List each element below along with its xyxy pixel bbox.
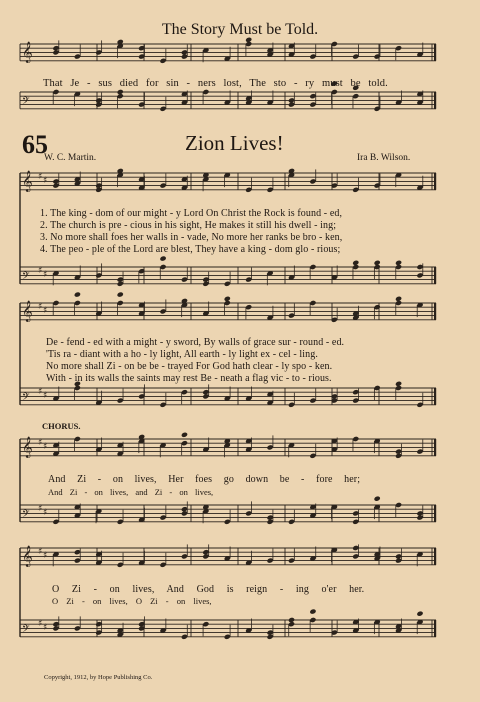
note-head <box>395 296 402 302</box>
verse-line: With - in its walls the saints may rest Be - neath a flag vic - to - rious. <box>46 373 332 384</box>
sharp-icon: ♯ <box>43 551 48 561</box>
note-head <box>181 432 188 438</box>
final-barline <box>434 44 436 61</box>
composer-credit: Ira B. Wilson. <box>357 153 411 163</box>
previous-hymn-title: The Story Must be Told. <box>161 21 319 38</box>
clef-icon: 𝄢 <box>22 95 30 109</box>
sharp-icon: ♯ <box>43 442 48 452</box>
verse-line: 1. The king - dom of our might - y Lord On Christ the Rock is found - ed, <box>40 208 343 219</box>
clef-icon: 𝄢 <box>22 508 30 522</box>
verse-line: 'Tis ra - diant with a ho - ly light, All earth - ly light ex - cel - ling. <box>46 349 318 360</box>
chorus-lyric-lower: O Zi - on lives, O Zi - on lives, <box>52 596 212 606</box>
clef-icon: 𝄢 <box>22 391 30 405</box>
final-barline <box>434 173 436 190</box>
note-head <box>374 496 381 502</box>
note-head <box>309 609 316 615</box>
note-head <box>395 381 402 387</box>
clef-icon: 𝄞 <box>22 546 33 567</box>
sharp-icon: ♯ <box>38 547 43 557</box>
note-head <box>224 296 231 302</box>
sharp-icon: ♯ <box>43 623 48 633</box>
lyricist-credit: W. C. Martin. <box>44 153 97 163</box>
sharp-icon: ♯ <box>43 508 48 518</box>
sharp-icon: ♯ <box>38 266 43 276</box>
final-barline <box>434 439 436 456</box>
sharp-icon: ♯ <box>43 176 48 186</box>
chorus-label: CHORUS. <box>42 421 81 431</box>
final-barline <box>434 548 436 565</box>
verse-line: 4. The peo - ple of the Lord are blest, They have a king - dom glo - rious; <box>40 244 341 255</box>
note-head <box>416 611 423 617</box>
verse-line: De - fend - ed with a might - y sword, By walls of grace sur - round - ed. <box>46 337 345 348</box>
verse-line: 3. No more shall foes her walls in - vade, No more her ranks be bro - ken, <box>40 232 343 243</box>
clef-icon: 𝄞 <box>22 42 33 63</box>
previous-hymn-lyric: That Je - sus died for sin - ners lost, The sto - ry must be told. <box>43 78 388 89</box>
sharp-icon: ♯ <box>43 270 48 280</box>
sharp-icon: ♯ <box>38 504 43 514</box>
sharp-icon: ♯ <box>38 438 43 448</box>
chorus-lyric-lower: And Zi - on lives, and Zi - on lives, <box>48 487 214 497</box>
chorus-lyric: O Zi - on lives, And God is reign - ing o'er her. <box>52 584 365 595</box>
note-head <box>395 260 402 266</box>
sharp-icon: ♯ <box>43 391 48 401</box>
final-barline <box>434 505 436 522</box>
verse-line: 2. The church is pre - cious in his sight, He makes it still his dwell - ing; <box>40 220 337 231</box>
clef-icon: 𝄢 <box>22 270 30 284</box>
clef-icon: 𝄞 <box>22 171 33 192</box>
copyright-notice: Copyright, 1912, by Hope Publishing Co. <box>44 674 153 681</box>
clef-icon: 𝄞 <box>22 301 33 322</box>
sharp-icon: ♯ <box>38 619 43 629</box>
verse-line: No more shall Zi - on be be - trayed For God hath clear - ly spo - ken. <box>46 361 333 372</box>
final-barline <box>434 620 436 637</box>
final-barline <box>434 267 436 284</box>
final-barline <box>434 92 436 109</box>
note-head <box>374 260 381 266</box>
note-head <box>74 292 81 298</box>
chorus-lyric: And Zi - on lives, Her foes go down be - fore her; <box>48 474 361 485</box>
note-head <box>288 617 295 623</box>
final-barline <box>434 388 436 405</box>
clef-icon: 𝄞 <box>22 437 33 458</box>
note-head <box>352 260 359 266</box>
note-head <box>159 256 166 262</box>
sharp-icon: ♯ <box>38 302 43 312</box>
note-head <box>117 89 124 95</box>
sharp-icon: ♯ <box>43 306 48 316</box>
hymn-number: 65 <box>22 130 48 159</box>
clef-icon: 𝄢 <box>22 623 30 637</box>
sharp-icon: ♯ <box>38 172 43 182</box>
hymn-title: Zion Lives! <box>185 131 284 155</box>
final-barline <box>434 303 436 320</box>
note-head <box>117 292 124 298</box>
sharp-icon: ♯ <box>38 387 43 397</box>
